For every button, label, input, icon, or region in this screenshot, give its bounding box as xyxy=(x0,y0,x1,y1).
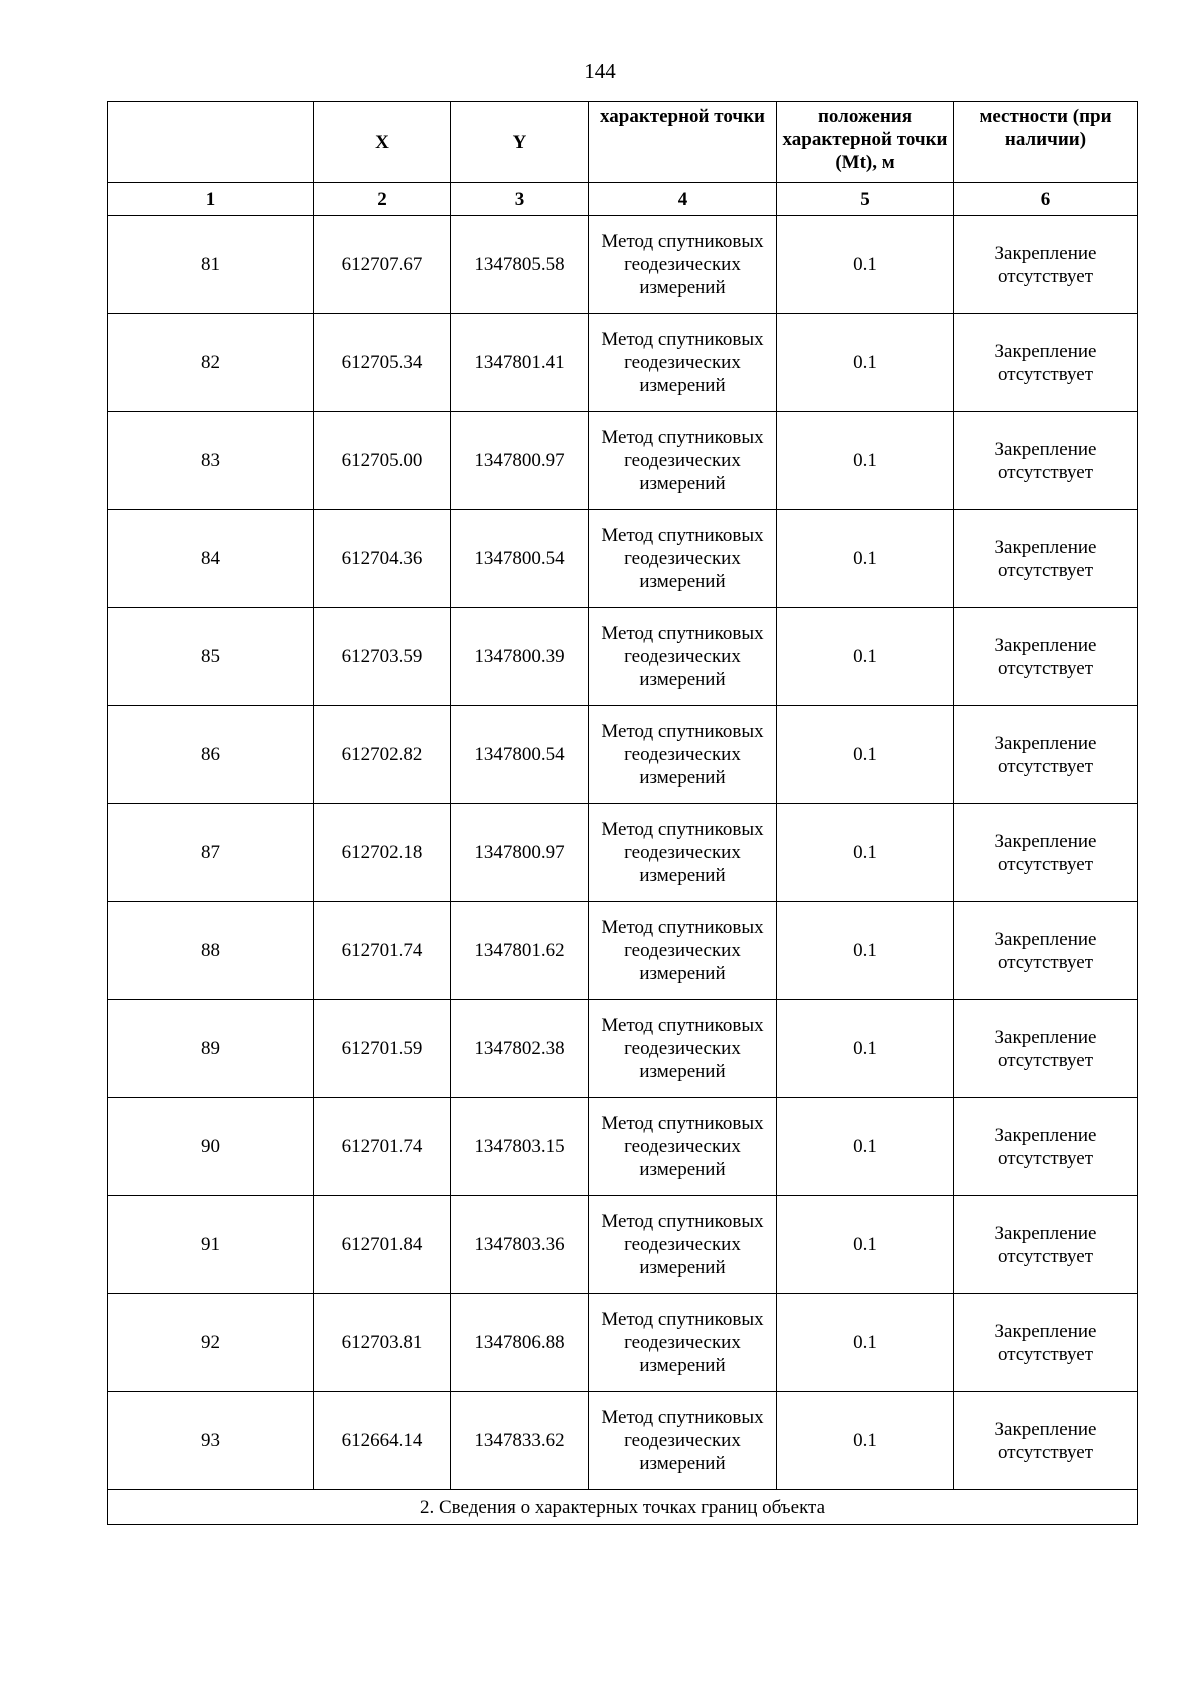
cell-method: Метод спутниковых геодезических измерений xyxy=(589,902,777,1000)
table-row xyxy=(108,1196,1138,1294)
cell-y: 1347800.54 xyxy=(451,706,589,804)
cell-method: Метод спутниковых геодезических измерений xyxy=(589,1392,777,1490)
cell-point-number: 85 xyxy=(108,608,314,706)
cell-point-number: 89 xyxy=(108,1000,314,1098)
cell-y: 1347800.97 xyxy=(451,412,589,510)
coordinates-table xyxy=(107,101,1138,1525)
cell-y: 1347803.36 xyxy=(451,1196,589,1294)
cell-fixation: Закрепление отсутствует xyxy=(954,1294,1138,1392)
cell-fixation: Закрепление отсутствует xyxy=(954,1196,1138,1294)
cell-x: 612701.84 xyxy=(314,1196,451,1294)
cell-method: Метод спутниковых геодезических измерений xyxy=(589,1294,777,1392)
cell-y: 1347800.54 xyxy=(451,510,589,608)
cell-point-number: 92 xyxy=(108,1294,314,1392)
column-number: 5 xyxy=(777,183,954,216)
cell-x: 612664.14 xyxy=(314,1392,451,1490)
cell-accuracy: 0.1 xyxy=(777,706,954,804)
cell-method: Метод спутниковых геодезических измерений xyxy=(589,608,777,706)
column-number: 2 xyxy=(314,183,451,216)
cell-fixation: Закрепление отсутствует xyxy=(954,1098,1138,1196)
cell-accuracy: 0.1 xyxy=(777,1294,954,1392)
cell-method: Метод спутниковых геодезических измерений xyxy=(589,1000,777,1098)
table-row xyxy=(108,902,1138,1000)
table-row xyxy=(108,412,1138,510)
cell-point-number: 82 xyxy=(108,314,314,412)
table-row xyxy=(108,1294,1138,1392)
header-point-number xyxy=(108,102,314,183)
table-row xyxy=(108,804,1138,902)
cell-x: 612701.74 xyxy=(314,1098,451,1196)
cell-y: 1347806.88 xyxy=(451,1294,589,1392)
table-row xyxy=(108,608,1138,706)
cell-fixation: Закрепление отсутствует xyxy=(954,1392,1138,1490)
table-row xyxy=(108,216,1138,314)
table-row xyxy=(108,1392,1138,1490)
cell-y: 1347800.97 xyxy=(451,804,589,902)
cell-point-number: 91 xyxy=(108,1196,314,1294)
cell-fixation: Закрепление отсутствует xyxy=(954,510,1138,608)
cell-method: Метод спутниковых геодезических измерений xyxy=(589,1196,777,1294)
cell-accuracy: 0.1 xyxy=(777,1098,954,1196)
cell-accuracy: 0.1 xyxy=(777,902,954,1000)
cell-accuracy: 0.1 xyxy=(777,412,954,510)
cell-fixation: Закрепление отсутствует xyxy=(954,1000,1138,1098)
table-row xyxy=(108,1098,1138,1196)
table-row xyxy=(108,314,1138,412)
column-number-row xyxy=(108,183,1138,216)
cell-point-number: 81 xyxy=(108,216,314,314)
cell-accuracy: 0.1 xyxy=(777,216,954,314)
cell-fixation: Закрепление отсутствует xyxy=(954,608,1138,706)
cell-y: 1347801.62 xyxy=(451,902,589,1000)
cell-x: 612703.81 xyxy=(314,1294,451,1392)
cell-method: Метод спутниковых геодезических измерений xyxy=(589,216,777,314)
cell-accuracy: 0.1 xyxy=(777,608,954,706)
cell-accuracy: 0.1 xyxy=(777,1196,954,1294)
cell-x: 612705.00 xyxy=(314,412,451,510)
cell-point-number: 88 xyxy=(108,902,314,1000)
cell-point-number: 87 xyxy=(108,804,314,902)
cell-y: 1347800.39 xyxy=(451,608,589,706)
cell-fixation: Закрепление отсутствует xyxy=(954,314,1138,412)
section-note: 2. Сведения о характерных точках границ объекта xyxy=(108,1490,1138,1525)
cell-point-number: 83 xyxy=(108,412,314,510)
header-y: Y xyxy=(451,102,589,183)
cell-point-number: 90 xyxy=(108,1098,314,1196)
column-number: 4 xyxy=(589,183,777,216)
cell-fixation: Закрепление отсутствует xyxy=(954,216,1138,314)
table-row xyxy=(108,706,1138,804)
header-fixation: местности (при наличии) xyxy=(954,102,1138,183)
column-number: 1 xyxy=(108,183,314,216)
column-number: 3 xyxy=(451,183,589,216)
header-x: X xyxy=(314,102,451,183)
column-number: 6 xyxy=(954,183,1138,216)
cell-x: 612701.59 xyxy=(314,1000,451,1098)
cell-accuracy: 0.1 xyxy=(777,314,954,412)
cell-y: 1347803.15 xyxy=(451,1098,589,1196)
cell-point-number: 86 xyxy=(108,706,314,804)
footer-row xyxy=(108,1490,1138,1525)
cell-y: 1347802.38 xyxy=(451,1000,589,1098)
cell-method: Метод спутниковых геодезических измерений xyxy=(589,706,777,804)
cell-accuracy: 0.1 xyxy=(777,804,954,902)
cell-fixation: Закрепление отсутствует xyxy=(954,804,1138,902)
header-accuracy: положения характерной точки (Mt), м xyxy=(777,102,954,183)
cell-fixation: Закрепление отсутствует xyxy=(954,412,1138,510)
page-number: 144 xyxy=(584,59,616,83)
cell-accuracy: 0.1 xyxy=(777,510,954,608)
cell-method: Метод спутниковых геодезических измерений xyxy=(589,510,777,608)
cell-y: 1347801.41 xyxy=(451,314,589,412)
table-body xyxy=(108,216,1138,1490)
cell-x: 612704.36 xyxy=(314,510,451,608)
cell-y: 1347833.62 xyxy=(451,1392,589,1490)
cell-x: 612702.82 xyxy=(314,706,451,804)
cell-x: 612701.74 xyxy=(314,902,451,1000)
cell-x: 612702.18 xyxy=(314,804,451,902)
cell-method: Метод спутниковых геодезических измерений xyxy=(589,314,777,412)
cell-fixation: Закрепление отсутствует xyxy=(954,902,1138,1000)
cell-accuracy: 0.1 xyxy=(777,1392,954,1490)
cell-method: Метод спутниковых геодезических измерений xyxy=(589,412,777,510)
cell-method: Метод спутниковых геодезических измерений xyxy=(589,1098,777,1196)
cell-fixation: Закрепление отсутствует xyxy=(954,706,1138,804)
cell-accuracy: 0.1 xyxy=(777,1000,954,1098)
cell-x: 612705.34 xyxy=(314,314,451,412)
cell-method: Метод спутниковых геодезических измерений xyxy=(589,804,777,902)
header-row xyxy=(108,102,1138,183)
table-row xyxy=(108,1000,1138,1098)
header-method: характерной точки xyxy=(589,102,777,183)
cell-x: 612707.67 xyxy=(314,216,451,314)
cell-point-number: 93 xyxy=(108,1392,314,1490)
cell-y: 1347805.58 xyxy=(451,216,589,314)
cell-point-number: 84 xyxy=(108,510,314,608)
cell-x: 612703.59 xyxy=(314,608,451,706)
table-row xyxy=(108,510,1138,608)
